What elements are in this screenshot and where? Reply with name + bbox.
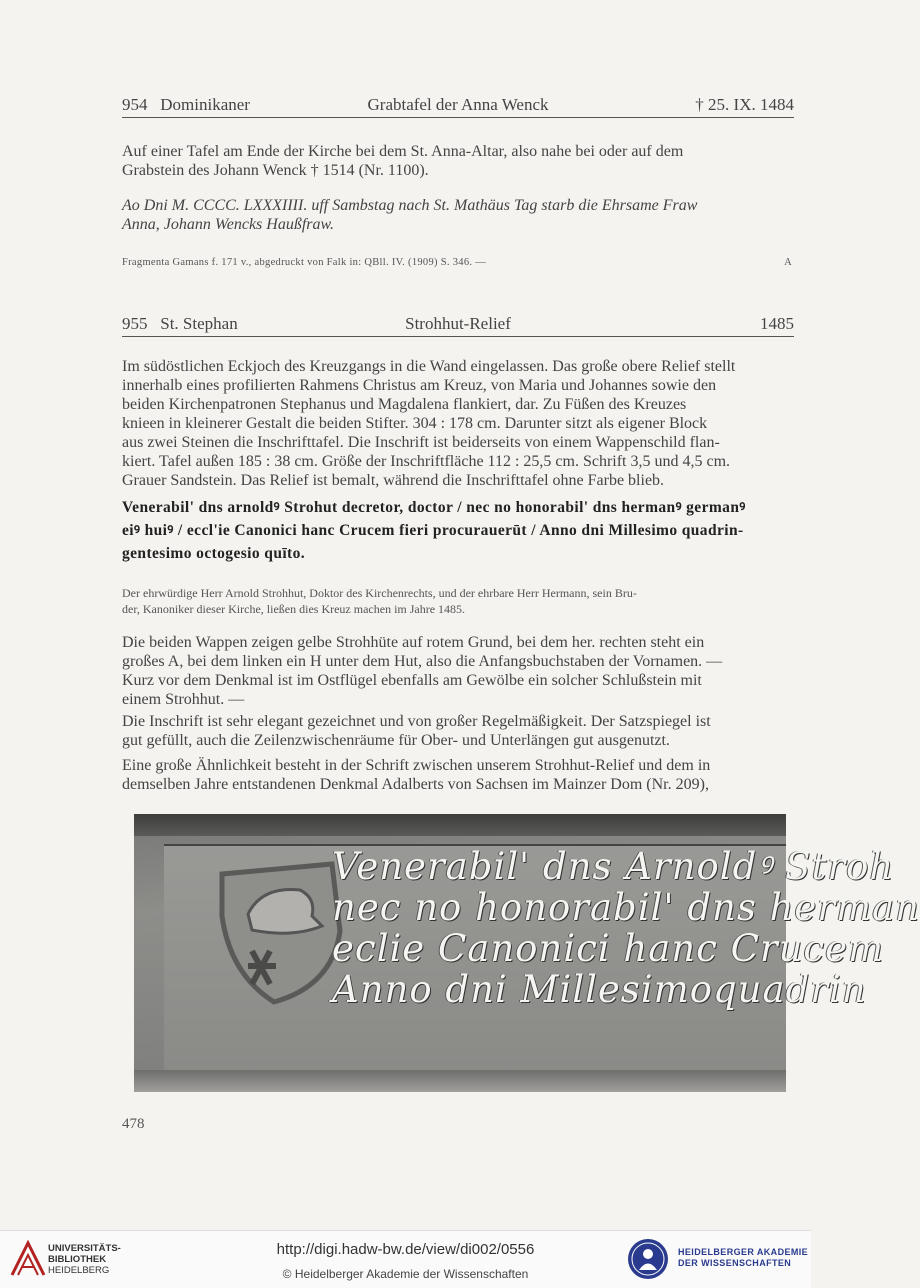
academy-logo-text: HEIDELBERGER AKADEMIE DER WISSENSCHAFTEN — [678, 1247, 809, 1268]
entry-954-source: Fragmenta Gamans f. 171 v., abgedruckt von Falk in: QBll. IV. (1909) S. 346. — A — [122, 257, 792, 268]
entry-955-number-place: 955 St. Stephan — [122, 314, 238, 333]
entry-954-title: Grabtafel der Anna Wenck — [367, 95, 549, 114]
entry-954-description: Auf einer Tafel am Ende der Kirche bei dem St. Anna-Altar, also nahe bei oder auf dem Grabstein des Johann Wenck † 1514 (Nr. 1100). — [122, 143, 684, 179]
entry-954-date: † 25. IX. 1484 — [695, 95, 794, 114]
academy-seal-icon — [626, 1237, 670, 1281]
entry-954-source-letter: A — [784, 257, 792, 268]
entry-955-description: Im südöstlichen Eckjoch des Kreuzgangs in die Wand eingelassen. Das große obere Relief stellt innerhalb eines profilierten Rahmens Christus am Kreuz, von Maria und Johannes sowie den beiden Kirchenpatronen Stephanus und Magdalena flankiert, dar. Zu Füßen des Kreuzes knieen in kleinerer Gestalt die beiden Stifter. 304 : 178 cm. Darunter sitzt als eigener Block aus zwei Steinen die Inschrifttafel. Die Inschrift ist beiderseits von einem Wappenschild flan- kiert. Tafel außen 185 : 38 cm. Größe der Inschriftfläche 112 : 25,5 cm. Schrift 3,5 und 4,5 cm. Grauer Sandstein. Das Relief ist bemalt, während die Inschrifttafel ohne Farbe blieb. — [122, 358, 736, 489]
photo-bottom-band — [134, 1070, 786, 1092]
entry-955-commentary-wappen: Die beiden Wappen zeigen gelbe Strohhüte auf rotem Grund, bei dem her. rechten steht ein großes A, bei dem linken ein H unter dem Hut, also die Anfangsbuchstaben der Vornamen. — Kurz vor dem Denkmal ist im Ostflügel ebenfalls am Gewölbe ein solcher Schlußstein mit einem Strohhut. — — [122, 634, 723, 708]
entry-955-commentary-schrift: Die Inschrift ist sehr elegant gezeichnet und von großer Regelmäßigkeit. Der Satzspiegel ist gut gefüllt, auch die Zeilenzwischenräume für Ober- und Unterlängen gut ausgenutzt. — [122, 713, 711, 749]
entry-954-header — [122, 95, 794, 118]
photo-top-band — [134, 814, 786, 836]
entry-955-date: 1485 — [760, 314, 794, 333]
entry-955-title: Strohhut-Relief — [405, 314, 511, 333]
footer-copyright: © Heidelberger Akademie der Wissenschaften — [282, 1267, 529, 1281]
entry-954-inscription: Ao Dni M. CCCC. LXXXIIII. uff Sambstag nach St. Mathäus Tag starb die Ehrsame Fraw Anna, Johann Wencks Haußfraw. — [122, 197, 698, 233]
ub-heidelberg-logo-text: UNIVERSITÄTS- BIBLIOTHEK HEIDELBERG — [48, 1243, 121, 1276]
footer — [0, 1230, 811, 1288]
inscription-photo — [134, 814, 920, 1092]
footer-url-link[interactable]: http://digi.hadw-bw.de/view/di002/0556 — [276, 1241, 535, 1258]
page-number: 478 — [122, 1116, 145, 1132]
photo-inscription-text: Venerabil' dns Arnoldꝰ Stroh nec no honorabil' dns herman eclie Canonici hanc Crucem Anno dni Millesimoquadrin — [332, 845, 920, 1011]
entry-955-header — [122, 314, 794, 337]
entry-955-translation: Der ehrwürdige Herr Arnold Strohhut, Doktor des Kirchenrechts, und der ehrbare Herr Hermann, sein Bru- der, Kanoniker dieser Kirche, ließen dies Kreuz machen im Jahre 1485. — [122, 586, 637, 616]
entry-955-commentary-vergleich: Eine große Ähnlichkeit besteht in der Schrift zwischen unserem Strohhut-Relief und dem in demselben Jahre entstandenen Denkmal Adalberts von Sachsen im Mainzer Dom (Nr. 209), — [122, 757, 711, 793]
entry-955-inscription: Venerabil' dns arnoldꝰ Strohut decretor, doctor / nec no honorabil' dns hermanꝰ germanꝰ eiꝰ huiꝰ / eccl'ie Canonici hanc Crucem fieri procurauerūt / Anno dni Millesimo quadrin- gentesimo octogesio quīto. — [122, 499, 746, 562]
entry-954-number-place: 954 Dominikaner — [122, 95, 250, 114]
